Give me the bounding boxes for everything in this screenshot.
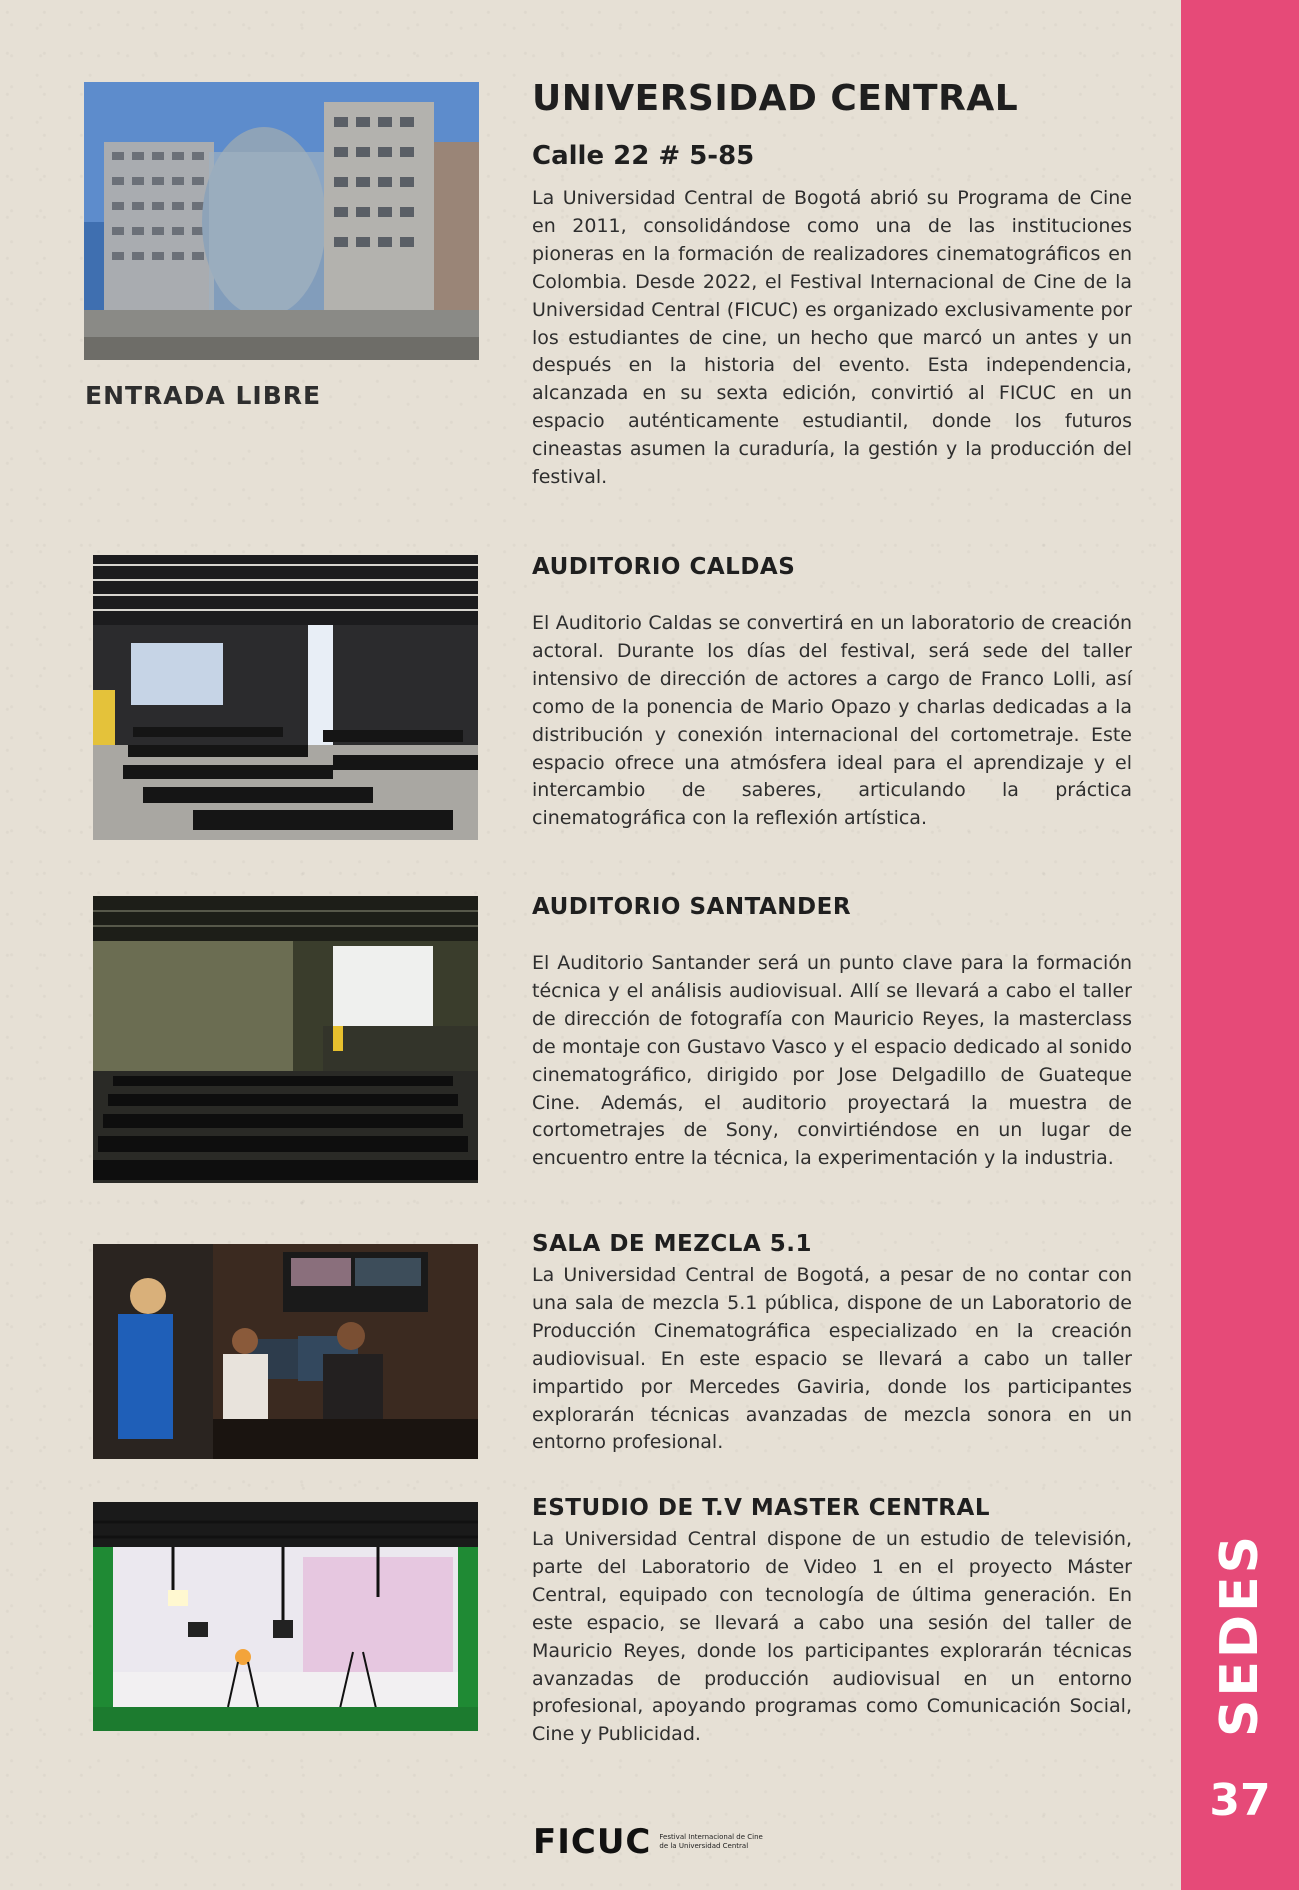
sidebar-band [1181, 0, 1299, 1890]
venue-title-santander: AUDITORIO SANTANDER [532, 894, 852, 920]
venue-text-estudio: La Universidad Central dispone de un estudio de televisión, parte del Laboratorio de Video 1 en el proyecto Máster Central, equipado con tecnología de última generación. En este espacio, se llevará a cabo una sesión del taller de Mauricio Reyes, donde los participantes explorarán técnicas avanzadas de producción audiovisual en un entorno profesional, apoyando programas como Comunicación Social, Cine y Publicidad. [532, 1528, 1132, 1746]
logo-tagline [659, 1833, 762, 1851]
section-label: SEDES [1210, 1532, 1270, 1738]
venue-text-caldas: El Auditorio Caldas se convertirá en un laboratorio de creación actoral. Durante los días del festival, será sede del taller intensivo de dirección de actores a cargo de Franco Lolli, así como de la ponencia de Mario Opazo y charlas dedicadas a la distribución y conexión internacional del cortometraje. Este espacio ofrece una atmósfera ideal para el aprendizaje y el intercambio de saberes, articulando la práctica cinematográfica con la reflexión artística. [532, 612, 1132, 830]
logo-tagline-line1: Festival Internacional de Cine [659, 1833, 763, 1841]
page-title: UNIVERSIDAD CENTRAL [532, 78, 1019, 119]
auditorio-caldas-photo [93, 555, 478, 840]
free-entry-label: ENTRADA LIBRE [85, 381, 322, 410]
venue-text-mezcla: La Universidad Central de Bogotá, a pesar de no contar con una sala de mezcla 5.1 pública, dispone de un Laboratorio de Producción Cinematográfica especializado en la creación audiovisual. En este espacio se llevará a cabo un taller impartido por Mercedes Gaviria, donde los participantes explorarán técnicas avanzadas de mezcla sonora en un entorno profesional. [532, 1264, 1132, 1454]
venue-title-mezcla: SALA DE MEZCLA 5.1 [532, 1231, 813, 1257]
ficuc-logo [533, 1822, 763, 1862]
logo-tagline-line2: de la Universidad Central [659, 1842, 749, 1850]
venue-title-estudio: ESTUDIO DE T.V MASTER CENTRAL [532, 1495, 990, 1521]
venue-title-caldas: AUDITORIO CALDAS [532, 554, 796, 580]
sala-mezcla-photo [93, 1244, 478, 1459]
page-number: 37 [1209, 1775, 1271, 1826]
venue-text-santander: El Auditorio Santander será un punto clave para la formación técnica y el análisis audiovisual. Allí se llevará a cabo el taller de dirección de fotografía con Mauricio Reyes, la masterclass de montaje con Gustavo Vasco y el espacio dedicado al sonido cinematográfico, dirigido por Jose Delgadillo de Guateque Cine. Además, el auditorio proyectará la muestra de cortometrajes de Sony, convirtiéndose en un lugar de encuentro entre la técnica, la experimentación y la industria. [532, 952, 1132, 1170]
auditorio-santander-photo [93, 896, 478, 1183]
estudio-tv-photo [93, 1502, 478, 1731]
building-photo [84, 82, 479, 360]
address: Calle 22 # 5-85 [532, 141, 755, 171]
intro-paragraph: La Universidad Central de Bogotá abrió su Programa de Cine en 2011, consolidándose como una de las instituciones pioneras en la formación de realizadores cinematográficos en Colombia. Desde 2022, el Festival Internacional de Cine de la Universidad Central (FICUC) es organizado exclusivamente por los estudiantes de cine, un hecho que marcó un antes y un después en la historia del evento. Esta independencia, alcanzada en su sexta edición, convirtió al FICUC en un espacio auténticamente estudiantil, donde los futuros cineastas asumen la curaduría, la gestión y la producción del festival. [532, 187, 1132, 489]
logo-wordmark: FICUC [533, 1822, 652, 1862]
